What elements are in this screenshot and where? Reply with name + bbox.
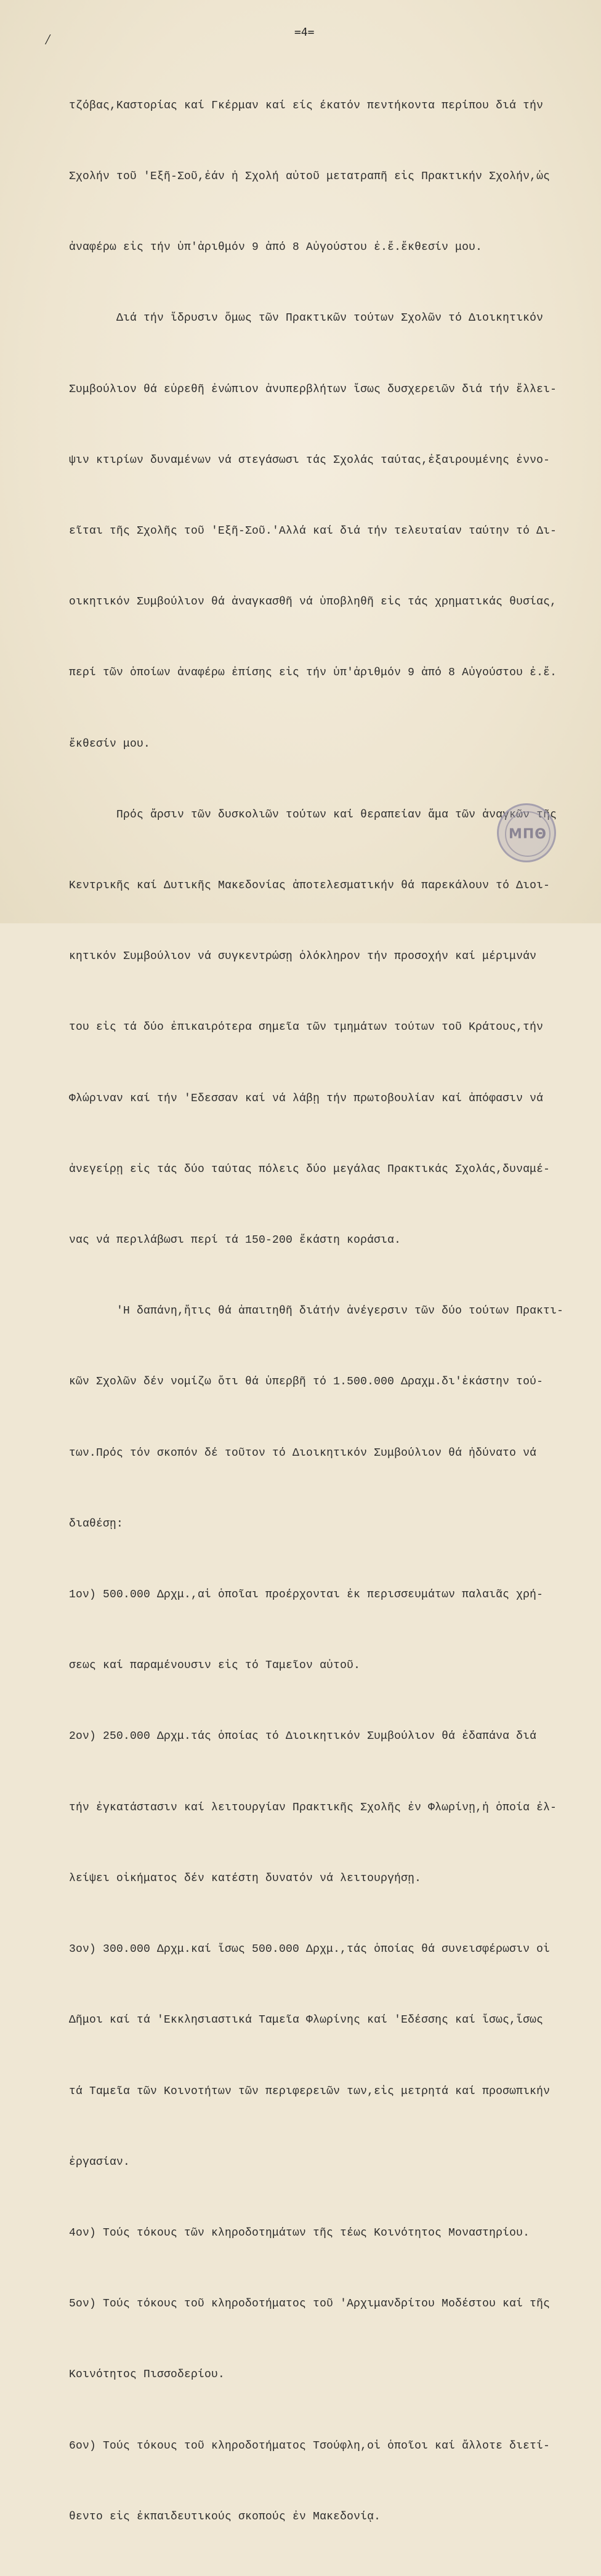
text-line: 4ον) Τούς τόκους τῶν κληροδοτημάτων τῆς τέως Κοινότητος Μοναστηρίου.	[69, 2226, 530, 2239]
text-line: 6ον) Τούς τόκους τοῦ κληροδοτήματος Τσούφλη,οἱ ὁποῖοι καί ἄλλοτε διετί-	[69, 2439, 551, 2452]
text-line: κητικόν Συμβούλιον νά συγκεντρώσῃ ὁλόκληρον τήν προσοχήν καί μέριμνάν	[69, 950, 537, 963]
text-line: ἀνεγείρῃ εἰς τάς δύο ταύτας πόλεις δύο μεγάλας Πρακτικάς Σχολάς,δυναμέ-	[69, 1163, 551, 1176]
text-line: κῶν Σχολῶν δέν νομίζω ὅτι θά ὑπερβῆ τό 1.500.000 Δραχμ.δι'ἑκάστην τού-	[69, 1376, 544, 1389]
text-line: οικητικόν Συμβούλιον θά ἀναγκασθῆ νά ὑποβληθῆ εἰς τάς χρηματικάς θυσίας,	[69, 596, 557, 609]
text-line: τά Ταμεῖα τῶν Κοινοτήτων τῶν περιφερειῶν των,εἰς μετρητά καί προσωπικήν	[69, 2085, 551, 2098]
text-line: εῖται τῆς Σχολῆς τοῦ 'Εξῆ-Σοῦ.'Αλλά καί διά τήν τελευταίαν ταύτην τό Δι-	[69, 525, 557, 538]
text-line: Κεντρικῆς καί Δυτικῆς Μακεδονίας ἀποτελεσματικήν θά παρεκάλουν τό Διοι-	[69, 880, 551, 893]
text-line: ἀναφέρω εἰς τήν ὑπ'ἀριθμόν 9 ἀπό 8 Αὐγούστου ἐ.ἔ.ἔκθεσίν μου.	[69, 241, 483, 254]
page-number: =4=	[294, 26, 315, 39]
text-line: Κοινότητος Πισσοδερίου.	[69, 2369, 225, 2381]
text-line: 'Η δαπάνη,ἥτις θά ἀπαιτηθῆ διάτήν ἀνέγερσιν τῶν δύο τούτων Πρακτι-	[69, 1305, 564, 1318]
archive-stamp	[497, 803, 556, 862]
text-line: λείψει οἰκήματος δέν κατέστη δυνατόν νά λειτουργήσῃ.	[69, 1872, 422, 1885]
text-line: ἔκθεσίν μου.	[69, 737, 151, 750]
text-line: Σχολήν τοῦ 'Εξῆ-Σοῦ,ἐάν ἡ Σχολή αὐτοῦ μετατραπῆ εἰς Πρακτικήν Σχολήν,ὡς	[69, 171, 551, 183]
text-line: θεντο εἰς ἐκπαιδευτικούς σκοπούς ἐν Μακεδονίᾳ.	[69, 2510, 381, 2523]
text-line: 1ον) 500.000 Δρχμ.,αἱ ὁποῖαι προέρχονται ἐκ περισσευμάτων παλαιᾶς χρή-	[69, 1589, 544, 1602]
margin-mark: /	[46, 32, 50, 48]
text-line: τζόβας,Καστορίας καί Γκέρμαν καί είς έκατόν πεντήκοντα περίπου διά τήν	[69, 99, 544, 112]
text-line: νας νά περιλάβωσι περί τά 150-200 ἕκάστη κοράσια.	[69, 1234, 401, 1247]
text-line: Δῆμοι καί τά 'Εκκλησιαστικά Ταμεῖα Φλωρίνης καί 'Εδέσσης καί ἴσως,ἴσως	[69, 2014, 544, 2027]
text-line: σεως καί παραμένουσιν εἰς τό Ταμεῖον αὐτοῦ.	[69, 1659, 361, 1672]
text-line: 5ον) Τούς τόκους τοῦ κληροδοτήματος τοῦ 'Αρχιμανδρίτου Μοδέστου καί τῆς	[69, 2298, 551, 2311]
text-line: Φλώριναν καί τήν 'Εδεσσαν καί νά λάβῃ τήν πρωτοβουλίαν καί ἀπόφασιν νά	[69, 1092, 544, 1105]
text-line: τήν ἐγκατάστασιν καί λειτουργίαν Πρακτικῆς Σχολῆς ἐν Φλωρίνῃ,ἡ ὁποία ἐλ-	[69, 1801, 557, 1814]
text-line: των.Πρός τόν σκοπόν δέ τοῦτον τό Διοικητικόν Συμβούλιον θά ἠδύνατο νά	[69, 1446, 537, 1459]
text-line: 2ον) 250.000 Δρχμ.τάς ὁποίας τό Διοικητικόν Συμβούλιον θά ἐδαπάνα διά	[69, 1730, 537, 1743]
text-line: Διά τήν ἵδρυσιν ὅμως τῶν Πρακτικῶν τούτων Σχολῶν τό Διοικητικόν	[69, 312, 544, 325]
document-body	[69, 47, 599, 2576]
text-line: διαθέσῃ:	[69, 1517, 124, 1530]
text-line: ἐργασίαν.	[69, 2156, 131, 2169]
text-line: Πρός ἄρσιν τῶν δυσκολιῶν τούτων καί θεραπείαν ἅμα τῶν ἀναγκῶν τῆς	[69, 808, 557, 821]
text-line: περί τῶν ὁποίων ἀναφέρω ἐπίσης εἰς τήν ὑπ'ἀριθμόν 9 ἀπό 8 Αὐγούστου ἐ.ἔ.	[69, 667, 557, 680]
text-line: 3ον) 300.000 Δρχμ.καί ἴσως 500.000 Δρχμ.,τάς ὁποίας θά συνεισφέρωσιν οἱ	[69, 1943, 551, 1956]
text-line: του εἰς τά δύο ἐπικαιρότερα σημεῖα τῶν τμημάτων τούτων τοῦ Κράτους,τήν	[69, 1021, 544, 1034]
text-line: Συμβούλιον θά εὑρεθῆ ἐνώπιον ἀνυπερβλήτων ἴσως δυσχερειῶν διά τήν ἔλλει-	[69, 383, 557, 396]
text-line: ψιν κτιρίων δυναμένων νά στεγάσωσι τάς Σχολάς ταύτας,ἐξαιρουμένης ἐννο-	[69, 454, 551, 467]
stamp-text: ΜΠΘ	[505, 811, 551, 857]
